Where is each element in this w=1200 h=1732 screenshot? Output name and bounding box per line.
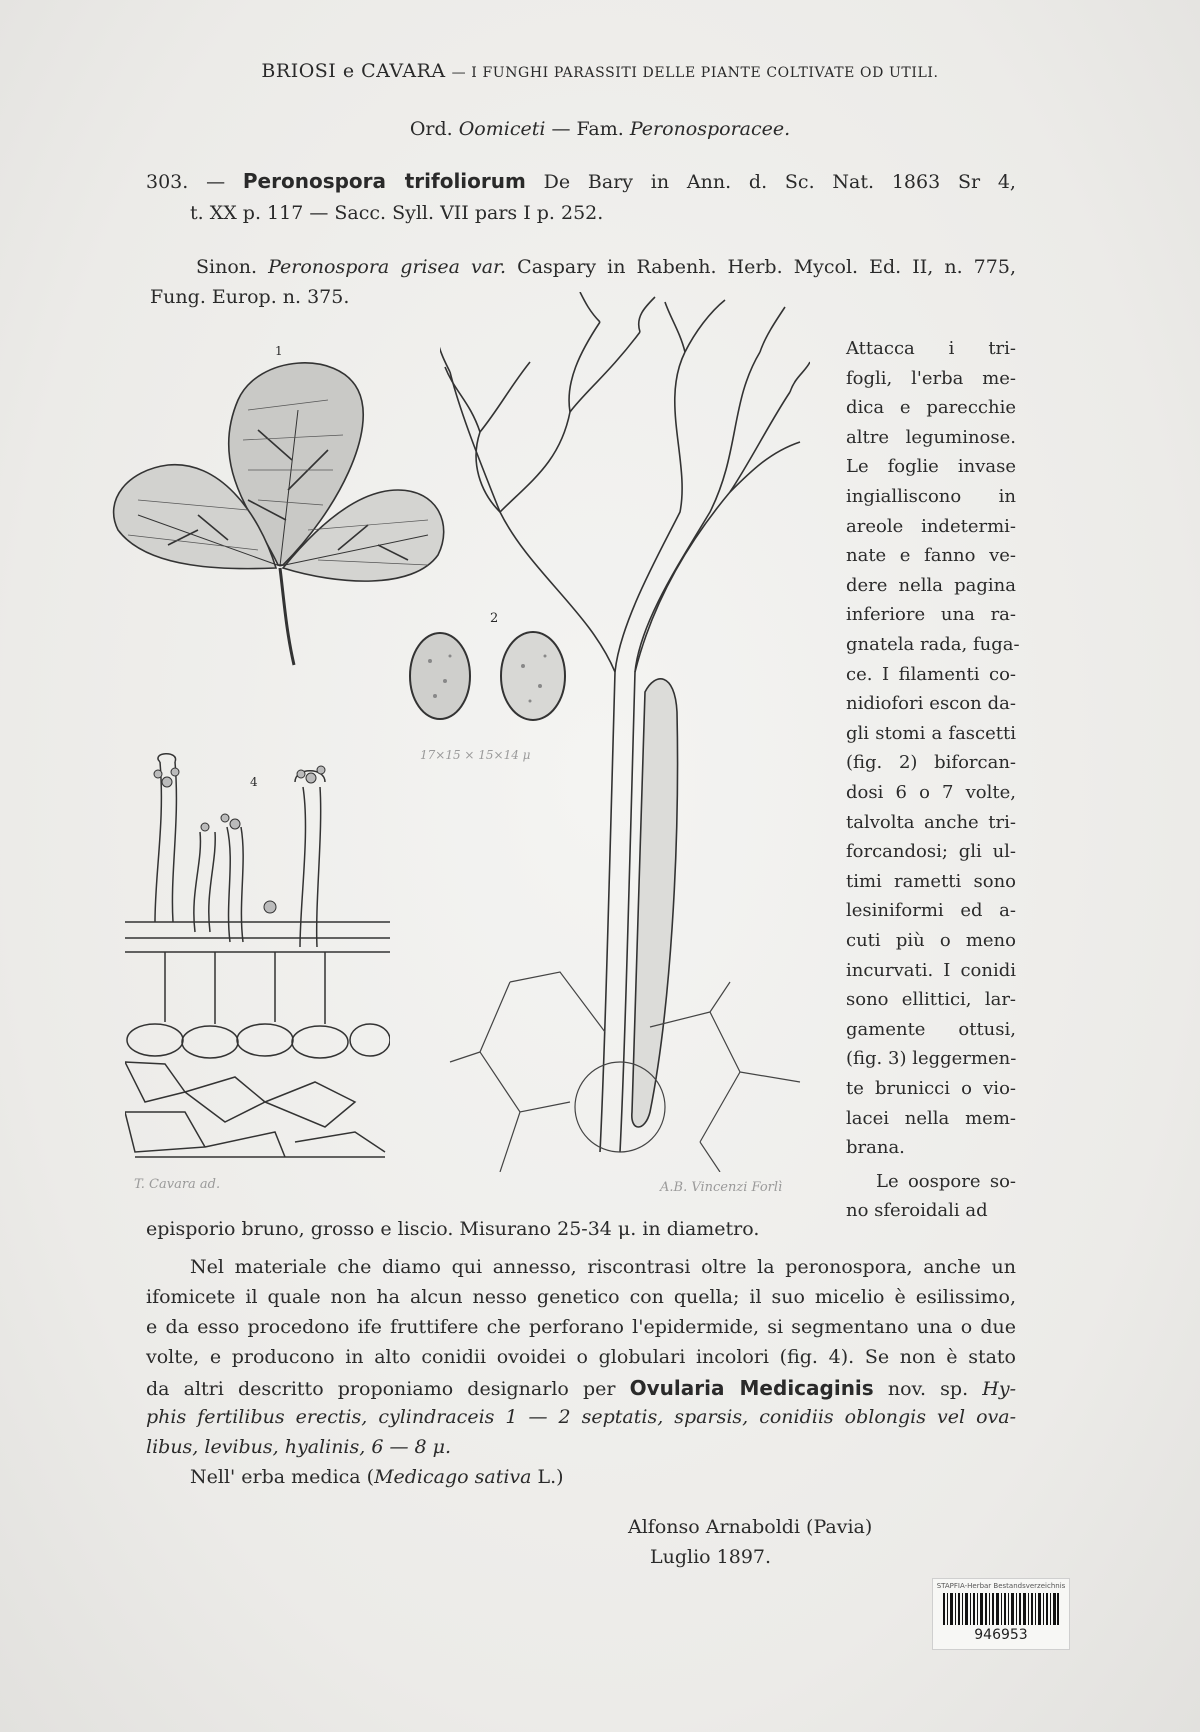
barcode-caption: STAPFIA-Herbar Bestandsverzeichnis	[936, 1582, 1066, 1590]
side-text-line: lacei nella mem-	[846, 1107, 1016, 1129]
body-p2-line-6: phis fertilibus erectis, cylindraceis 1 — 2 septatis, sparsis, conidiis oblongis vel ova-	[146, 1406, 1016, 1428]
side-text-line: Attacca i tri-	[846, 338, 1016, 359]
side-text-line: te brunicci o vio-	[846, 1078, 1016, 1099]
new-species-status: nov. sp.	[887, 1378, 969, 1400]
figure-2-label: 2	[490, 611, 499, 626]
ovularia-hyphae-illustration	[125, 752, 390, 1162]
conidiophore-illustration	[440, 292, 810, 1172]
body-p2-line-5-text: da altri descritto proponiamo designarlo per	[146, 1378, 616, 1400]
herbarium-barcode	[932, 1578, 1070, 1650]
synonym-reference-2: Fung. Europ. n. 375.	[150, 286, 350, 308]
taxonomy-line	[0, 120, 1200, 139]
side-text-line: gamente ottusi,	[846, 1018, 1016, 1040]
series-title: — I FUNGHI PARASSITI DELLE PIANTE COLTIVATE OD UTILI.	[451, 65, 939, 81]
side-text-line: inferiore una ra-	[846, 604, 1016, 626]
side-text-line: gli stomi a fascetti	[846, 722, 1016, 744]
body-p2-line-5	[146, 1378, 1016, 1399]
side-text-line: Le foglie invase	[846, 456, 1016, 478]
side-text-line: nate e fanno ve-	[846, 545, 1016, 567]
body-p2-line-3: e da esso procedono ife fruttifere che perforano l'epidermide, si segmentano una o due	[146, 1316, 1016, 1338]
synonym-label: Sinon.	[196, 256, 258, 278]
illustrator-credit: T. Cavara ad.	[134, 1177, 221, 1192]
figure-4-label: 4	[250, 775, 258, 789]
side-text-line: fogli, l'erba me-	[846, 367, 1016, 389]
side-text-line: dosi 6 o 7 volte,	[846, 782, 1016, 803]
synonym-reference: Caspary in Rabenh. Herb. Mycol. Ed. II, n. 775,	[517, 256, 1016, 278]
side-text-line: nidiofori escon da-	[846, 693, 1016, 715]
side-text-line: Le oospore so-	[876, 1170, 1016, 1192]
side-text-line: forcandosi; gli ul-	[846, 841, 1016, 863]
side-text-line: brana.	[846, 1137, 905, 1159]
body-p2-line-7: libus, levibus, hyalinis, 6 — 8 μ.	[146, 1436, 452, 1458]
synonym-line	[196, 258, 1016, 277]
side-text-line: timi rametti sono	[846, 870, 1016, 892]
family-name: Peronosporacee.	[629, 118, 791, 140]
body-p2-line-2: ifomicete il quale non ha alcun nesso genetico con quella; il suo micelio è esilissimo,	[146, 1286, 1016, 1308]
new-species-name: Ovularia Medicaginis	[629, 1376, 874, 1400]
side-text-line: gnatela rada, fuga-	[846, 634, 1020, 655]
series-header	[0, 62, 1200, 81]
figure-1-label: 1	[275, 344, 283, 358]
citation-line-2: t. XX p. 117 — Sacc. Syll. VII pars I p. 252.	[190, 202, 604, 224]
family-separator: — Fam.	[551, 118, 624, 140]
side-text-line: incurvati. I conidi	[846, 959, 1016, 981]
side-text-line: (fig. 2) biforcan-	[846, 752, 1016, 774]
entry-title	[146, 171, 1016, 192]
body-p2-line-4: volte, e producono in alto conidii ovoidei o globulari incolori (fig. 4). Se non è stato	[146, 1346, 1016, 1368]
body-p2-line-5-latin: Hy-	[982, 1378, 1017, 1400]
side-text-line: talvolta anche tri-	[846, 811, 1016, 833]
host-line-authority: L.)	[531, 1466, 564, 1488]
body-p2-line-1: Nel materiale che diamo qui annesso, riscontrasi oltre la peronospora, anche un	[190, 1256, 1016, 1278]
side-text-line: (fig. 3) leggermen-	[846, 1048, 1017, 1070]
side-text-line: dica e parecchie	[846, 397, 1016, 419]
series-authors: BRIOSI e CAVARA	[261, 60, 446, 82]
species-name: Peronospora trifoliorum	[242, 169, 526, 193]
engraver-credit: A.B. Vincenzi Forlì	[660, 1180, 783, 1195]
body-line-1: episporio bruno, grosso e liscio. Misurano 25-34 μ. in diametro.	[146, 1218, 760, 1240]
order-label: Ord.	[409, 118, 453, 140]
order-name: Oomiceti	[458, 118, 546, 140]
side-text-line: ingialliscono in	[846, 486, 1016, 507]
citation-line-1: De Bary in Ann. d. Sc. Nat. 1863 Sr 4,	[543, 171, 1016, 193]
side-text-line: lesiniformi ed a-	[846, 900, 1016, 922]
side-text-line: no sferoidali ad	[846, 1200, 988, 1222]
collector-name: Alfonso Arnaboldi (Pavia)	[628, 1516, 873, 1538]
entry-number: 303. —	[146, 171, 226, 193]
side-text-line: altre leguminose.	[846, 426, 1016, 448]
side-text-line: cuti più o meno	[846, 930, 1016, 951]
figure-2-caption: 17×15 × 15×14 μ	[420, 748, 531, 762]
synonym-name: Peronospora grisea var.	[268, 256, 507, 278]
host-plant-name: Medicago sativa	[374, 1466, 532, 1488]
side-text-line: dere nella pagina	[846, 574, 1016, 596]
side-text-line: ce. I filamenti co-	[846, 663, 1016, 685]
barcode-bars	[943, 1593, 1059, 1625]
collection-date: Luglio 1897.	[650, 1546, 772, 1568]
host-line	[190, 1468, 564, 1487]
barcode-number: 946953	[974, 1627, 1028, 1643]
side-text-line: areole indetermi-	[846, 515, 1016, 537]
host-line-text: Nell' erba medica (	[190, 1466, 375, 1488]
side-text-line: sono ellittici, lar-	[846, 989, 1016, 1011]
